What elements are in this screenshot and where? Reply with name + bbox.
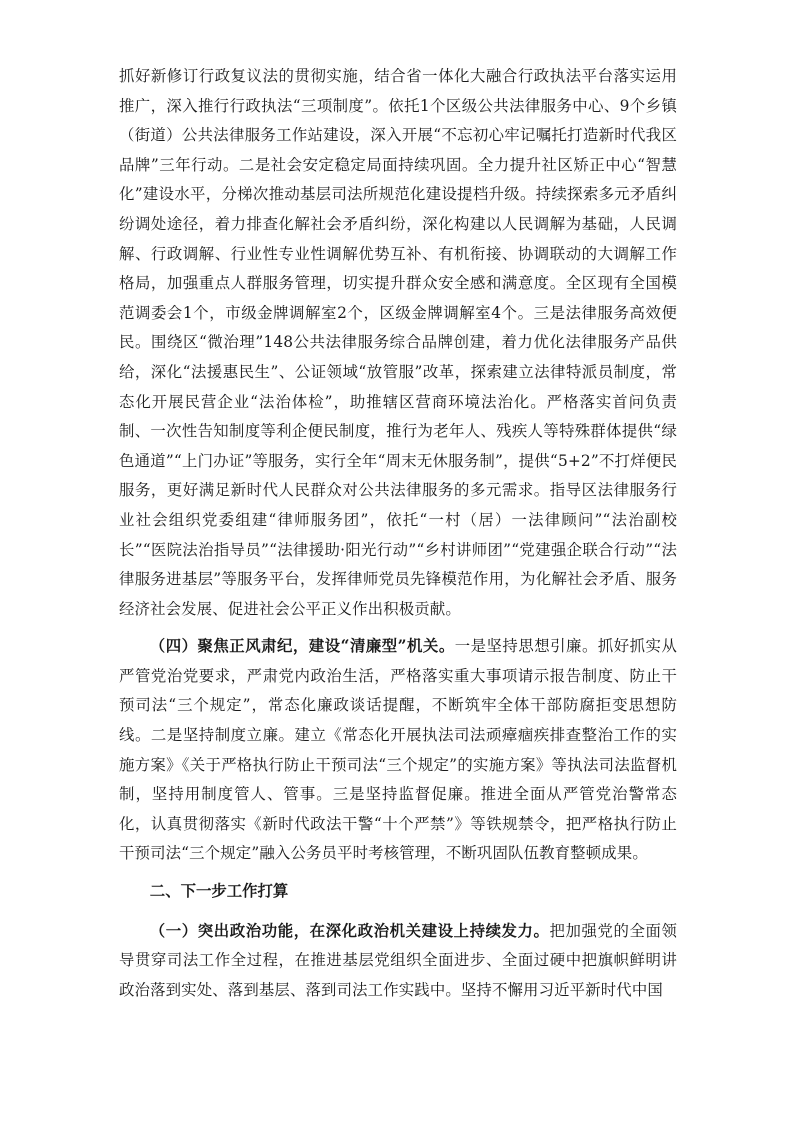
paragraph-text: 抓好新修订行政复议法的贯彻实施，结合省一体化大融合行政执法平台落实运用推广，深入推行行政执法“三项制度”。依托1个区级公共法律服务中心、9个乡镇（街道）公共法律服务工作站建设，深入开展“不忘初心牢记嘱托打造新时代我区品牌”三年行动。二是社会安定稳定局面持续巩固。全力提升社区矫正中心“智慧化”建设水平，分梯次推动基层司法所规范化建设提档升级。持续探索多元矛盾纠纷调处途径，着力排查化解社会矛盾纠纷，深化构建以人民调解为基础，人民调解、行政调解、行业性专业性调解优势互补、有机衔接、协调联动的大调解工作格局，加强重点人群服务管理，切实提升群众安全感和满意度。全区现有全国模范调委会1个，市级金牌调解室2个，区级金牌调解室4个。三是法律服务高效便民。围绕区“微治理”148公共法律服务综合品牌创建，着力优化法律服务产品供给，深化“法援惠民生”、公证领域“放管服”改革，探索建立法律特派员制度，常态化开展民营企业“法治体检”，助推辖区营商环境法治化。严格落实首问负责制、一次性告知制度等利企便民制度，推行为老年人、残疾人等特殊群体提供“绿色通道”“上门办证”等服务，实行全年“周末无休服务制”，提供“5+2”不打烊便民服务，更好满足新时代人民群众对公共法律服务的多元需求。指导区法律服务行业社会组织党委组建“律师服务团”，依托“一村（居）一法律顾问”“法治副校长”“医院法治指导员”“法律援助·阳光行动”“乡村讲师团”“党建强企联合行动”“法律服务进基层”等服务平台，发挥律师党员先锋模范作用，为化解社会矛盾、服务经济社会发展、促进社会公平正义作出积极贡献。 [119, 67, 677, 618]
paragraph-section-four [119, 632, 677, 869]
paragraph-text: 把加强党的全面领导贯穿司法工作全过程，在推进基层党组织全面进步、全面过硬中把旗帜鲜明讲政治落到实处、落到基层、落到司法工作实践中。坚持不懈用习近平新时代中国 [119, 921, 677, 999]
paragraph-continuation [119, 62, 677, 624]
paragraph-text: 一是坚持思想引廉。抓好抓实从严管党治党要求，严肃党内政治生活，严格落实重大事项请示报告制度、防止干预司法“三个规定”，常态化廉政谈话提醒，不断筑牢全体干部防腐拒变思想防线。二是坚持制度立廉。建立《常态化开展执法司法顽瘴痼疾排查整治工作的实施方案》《关于严格执行防止干预司法“三个规定”的实施方案》等执法司法监督机制，坚持用制度管人、管事。三是坚持监督促廉。推进全面从严管党治警常态化，认真贯彻落实《新时代政法干警“十个严禁”》等铁规禁令，把严格执行防止干预司法“三个规定”融入公务员平时考核管理，不断巩固队伍教育整顿成果。 [119, 637, 677, 863]
paragraph-heading: （四）聚焦正风肃纪，建设“清廉型”机关。 [149, 637, 455, 656]
paragraph-next-step-one [119, 917, 677, 1006]
section-heading: 二、下一步工作打算 [149, 882, 289, 901]
paragraph-heading: （一）突出政治功能，在深化政治机关建设上持续发力。 [149, 921, 550, 940]
document-body [119, 62, 677, 1013]
